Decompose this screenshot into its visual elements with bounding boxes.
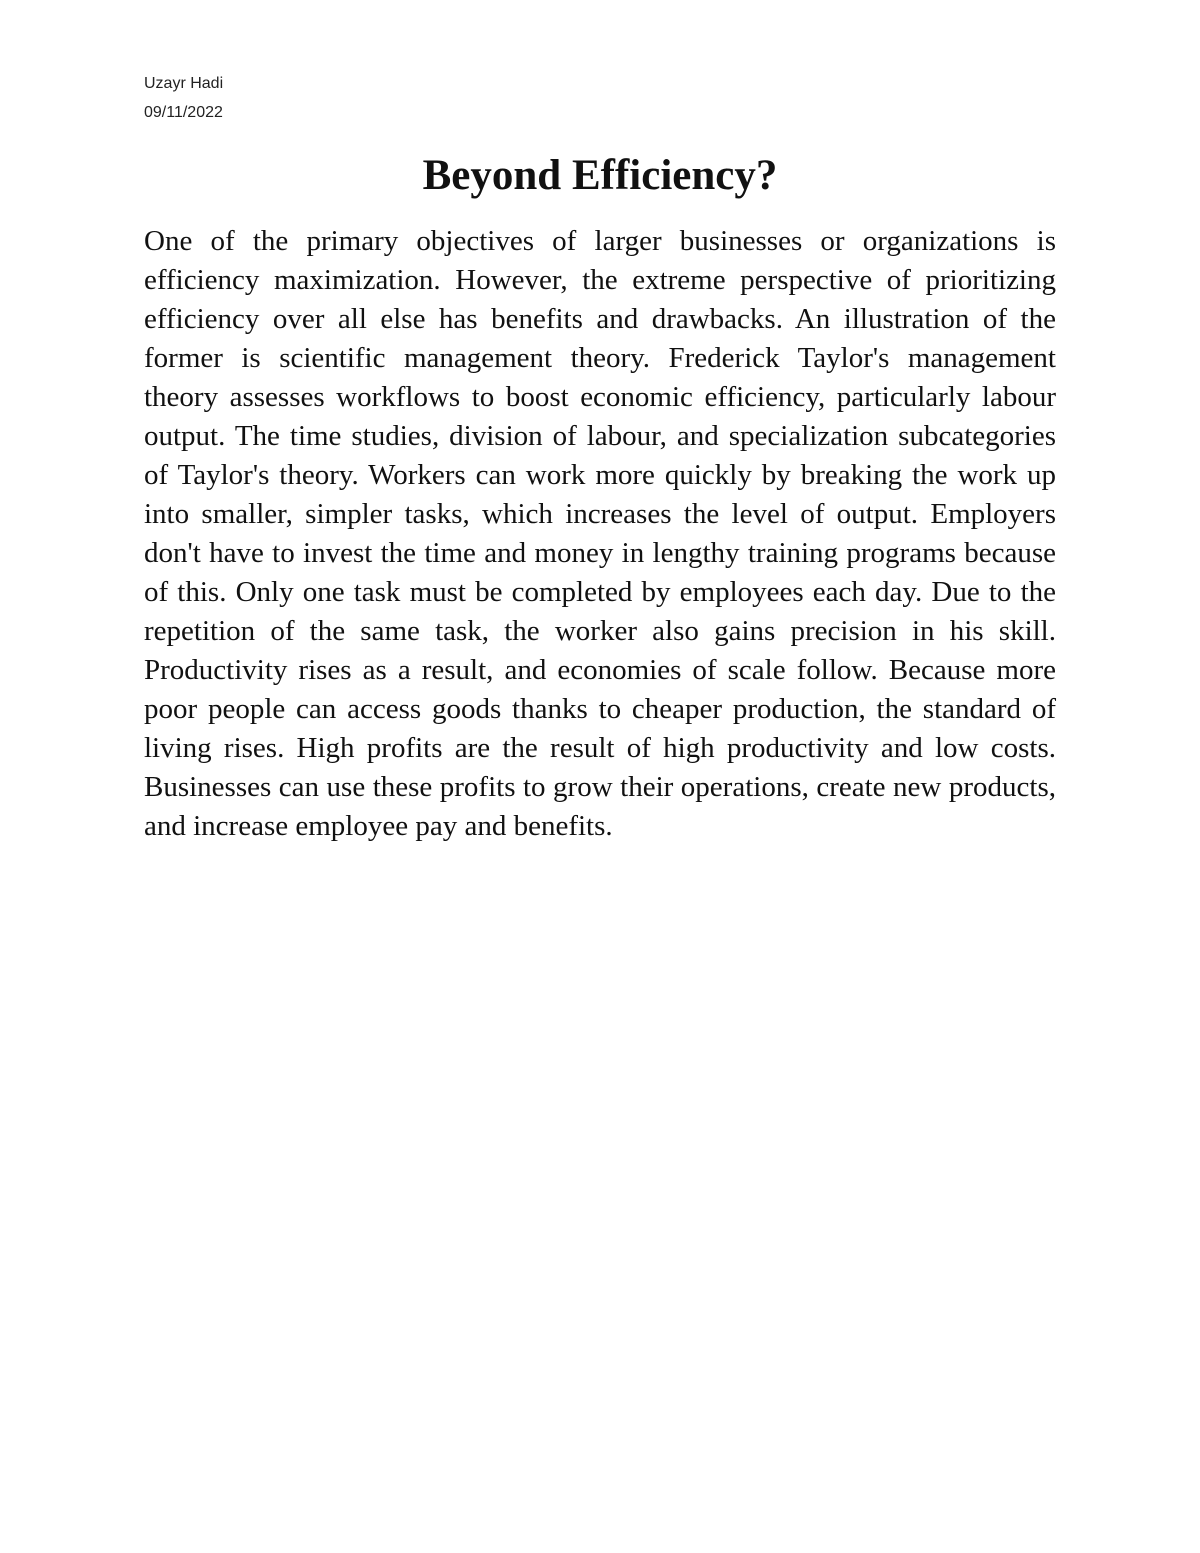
document-date: 09/11/2022 — [144, 104, 223, 121]
body-paragraph: One of the primary objectives of larger businesses or organizations is efficiency maximization. However, the extreme perspective of prioritizing efficiency over all else has benefits and drawbacks. An illustration of the former is scientific management theory. Frederick Taylor's management theory assesses workflows to boost economic efficiency, particularly labour output. The time studies, division of labour, and specialization subcategories of Taylor's theory. Workers can work more quickly by breaking the work up into smaller, simpler tasks, which increases the level of output. Employers don't have to invest the time and money in lengthy training programs because of this. Only one task must be completed by employees each day. Due to the repetition of the same task, the worker also gains precision in his skill. Productivity rises as a result, and economies of scale follow. Because more poor people can access goods thanks to cheaper production, the standard of living rises. High profits are the result of high productivity and low costs. Businesses can use these profits to grow their operations, create new products, and increase employee pay and benefits. — [144, 225, 1056, 842]
author-name: Uzayr Hadi — [144, 75, 224, 92]
page-title: Beyond Efficiency? — [422, 152, 778, 199]
